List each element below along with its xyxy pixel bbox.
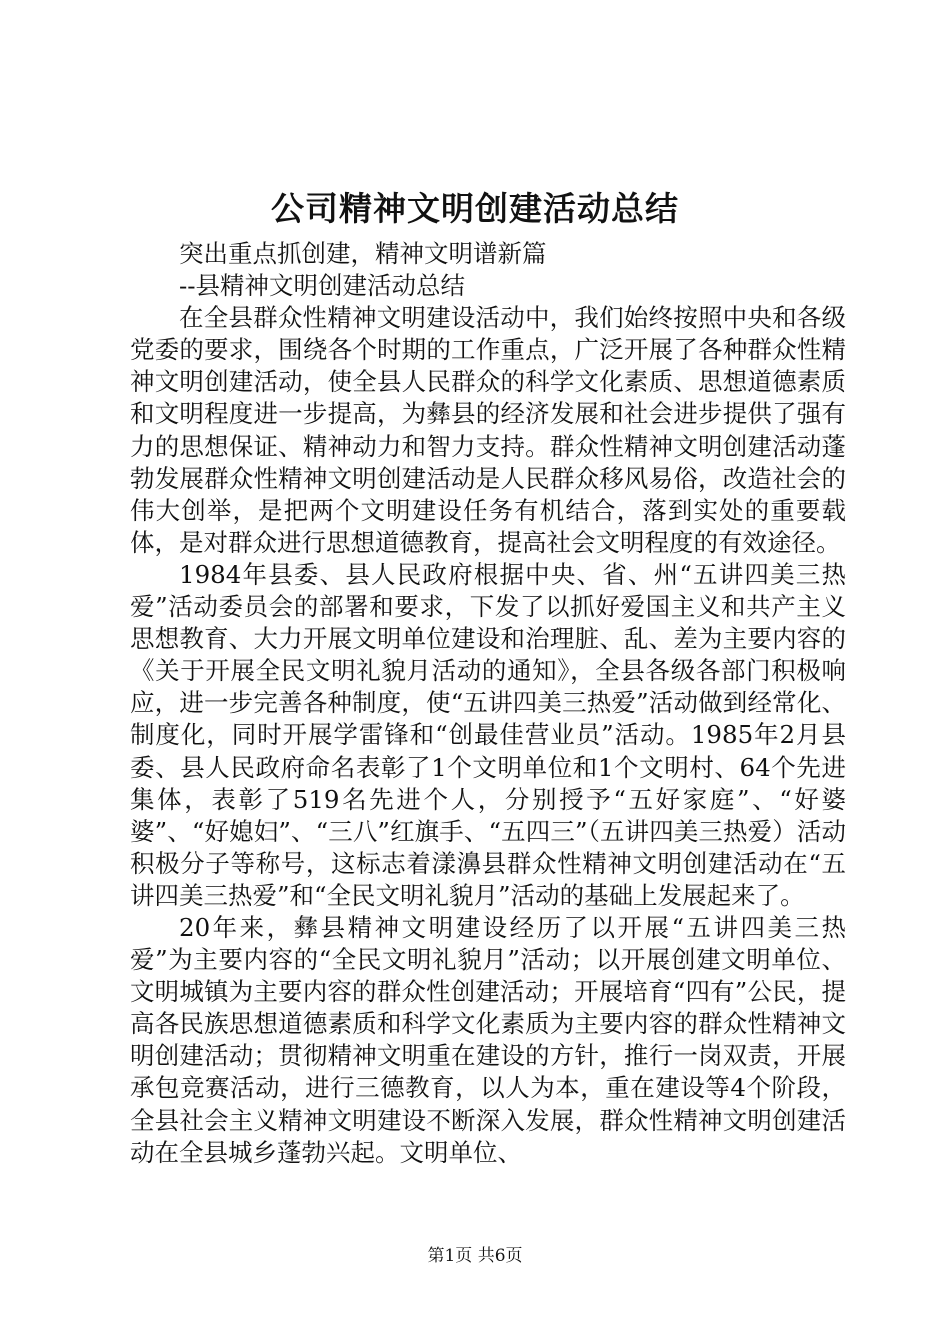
- page-title: 公司精神文明创建活动总结: [271, 189, 679, 228]
- paragraph: 20年来，彝县精神文明建设经历了以开展“五讲四美三热爱”为主要内容的“全民文明礼貌月”活动；以开展创建文明单位、文明城镇为主要内容的群众性创建活动；开展培育“四有”公民，提高各民族思想道德素质和科学文化素质为主要内容的群众性精神文明创建活动；贯彻精神文明重在建设的方针，推行一岗双责，开展承包竞赛活动，进行三德教育，以人为本，重在建设等4个阶段，全县社会主义精神文明建设不断深入发展，群众性精神文明创建活动在全县城乡蓬勃兴起。文明单位、: [130, 912, 846, 1167]
- paragraph: 1984年县委、县人民政府根据中央、省、州“五讲四美三热爱”活动委员会的部署和要求，下发了以抓好爱国主义和共产主义思想教育、大力开展文明单位建设和治理脏、乱、差为主要内容的《关于开展全民文明礼貌月活动的通知》，全县各级各部门积极响应，进一步完善各种制度，使“五讲四美三热爱”活动做到经常化、制度化，同时开展学雷锋和“创最佳营业员”活动。1985年2月县委、县人民政府命名表彰了1个文明单位和1个文明村、64个先进集体，表彰了519名先进个人，分别授予“五好家庭”、“好婆婆”、“好媳妇”、“三八”红旗手、“五四三”（五讲四美三热爱）活动积极分子等称号，这标志着漾濞县群众性精神文明创建活动在“五讲四美三热爱”和“全民文明礼貌月”活动的基础上发展起来了。: [130, 559, 846, 910]
- subtitle: 突出重点抓创建，精神文明谱新篇: [179, 239, 547, 268]
- subtitle-secondary: --县精神文明创建活动总结: [179, 271, 466, 301]
- document-body: [130, 238, 846, 1169]
- paragraph: 在全县群众性精神文明建设活动中，我们始终按照中央和各级党委的要求，围绕各个时期的工作重点，广泛开展了各种群众性精神文明创建活动，使全县人民群众的科学文化素质、思想道德素质和文明程度进一步提高，为彝县的经济发展和社会进步提供了强有力的思想保证、精神动力和智力支持。群众性精神文明创建活动蓬勃发展群众性精神文明创建活动是人民群众移风易俗，改造社会的伟大创举，是把两个文明建设任务有机结合，落到实处的重要载体，是对群众进行思想道德教育，提高社会文明程度的有效途径。: [130, 303, 846, 557]
- page-number-footer: 第1页 共6页: [427, 1246, 523, 1266]
